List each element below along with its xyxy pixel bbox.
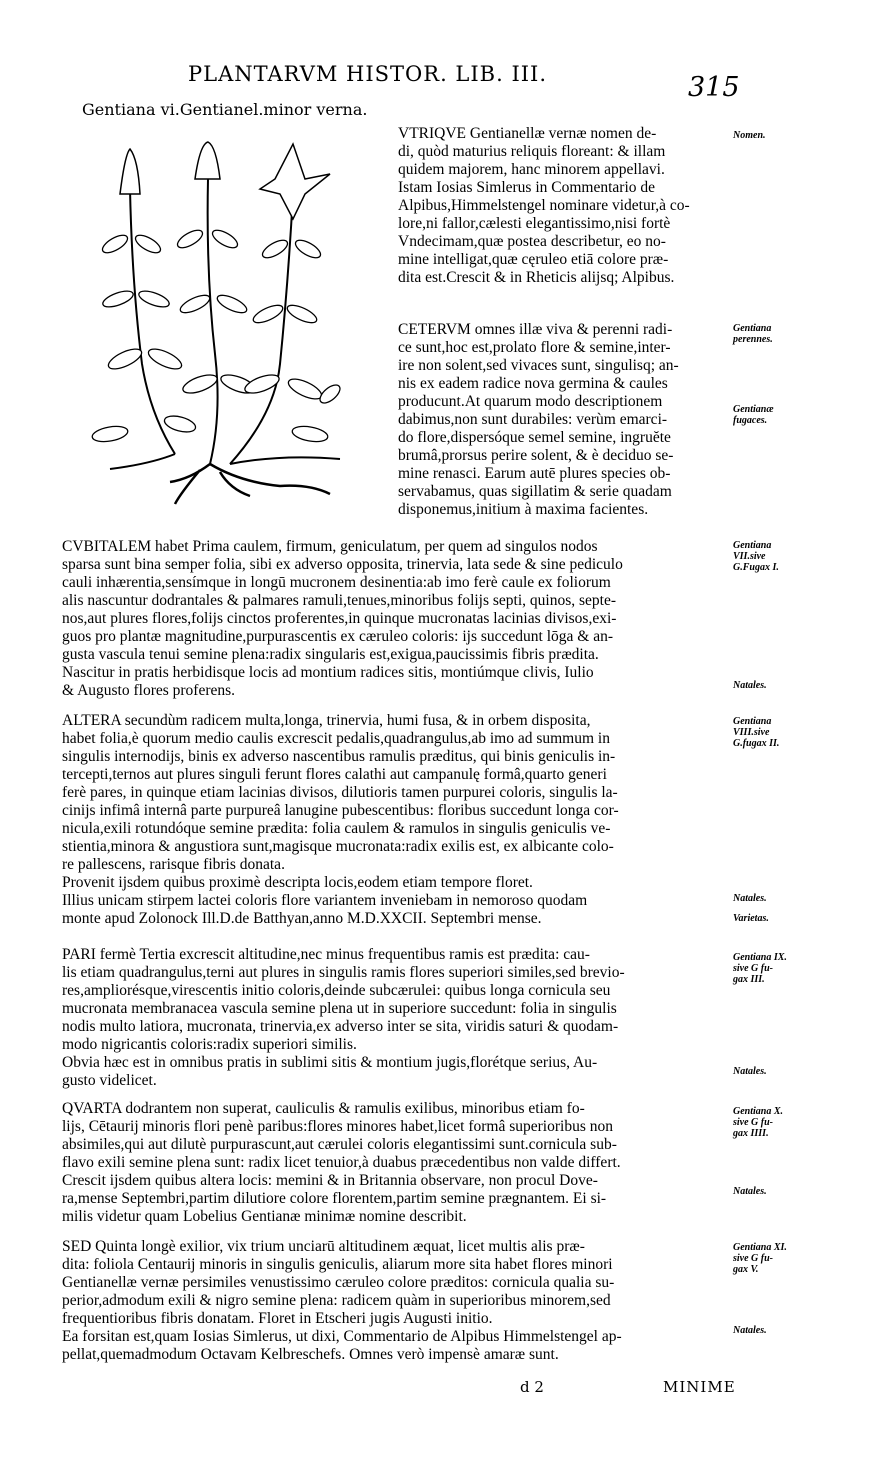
text-line: producunt.At quarum modo descriptionem xyxy=(398,393,663,410)
text-line: res,ampliorésque,virescentis initio coloris,deinde subcærulei: quibus longa cornicula seu xyxy=(62,982,611,999)
margin-note-line: Gentiana xyxy=(733,540,772,551)
leaf xyxy=(215,292,249,316)
plant-stem-middle xyxy=(208,179,218,464)
text-line: dita: foliola Centaurij minoris in singulis geniculis, aliarum more sita habet flores minori xyxy=(62,1256,613,1273)
plant-runners xyxy=(110,454,340,469)
leaf xyxy=(106,345,145,373)
figure-caption: Gentiana vi.Gentianel.minor verna. xyxy=(82,100,368,119)
text-line: gusta vascula tenui semine plena:radix singularis est,exigua,paucissimis fibris prædita. xyxy=(62,646,599,663)
margin-note xyxy=(733,130,766,141)
margin-note xyxy=(733,540,779,573)
paragraph-ceterum xyxy=(398,321,728,519)
margin-note xyxy=(733,323,773,345)
text-line: ALTERA secundùm radicem multa,longa, trinervia, humi fusa, & in orbem disposita, xyxy=(62,712,591,729)
flower-open-right xyxy=(260,144,330,219)
margin-note-line: sive G fu- xyxy=(733,1117,773,1128)
margin-note xyxy=(733,716,779,749)
text-line: disponemus,initium à maxima facientes. xyxy=(398,501,649,518)
text-line: modo nigricantis coloris:radix superiori similis. xyxy=(62,1036,357,1053)
flower-bud-middle xyxy=(195,142,220,179)
margin-note-line: sive G fu- xyxy=(733,963,773,974)
leaf xyxy=(101,288,135,310)
text-line: servabamus, quas sigillatim & serie quadam xyxy=(398,483,672,500)
text-line: ire non solent,sed vivaces sunt, singulisq; an- xyxy=(398,357,679,374)
margin-note-line: gax V. xyxy=(733,1264,759,1275)
leaf xyxy=(291,424,329,444)
text-line: SED Quinta longè exilior, vix trium unciarū altitudinem æquat, licet multis alis præ- xyxy=(62,1238,585,1255)
text-line: singulis internodijs, binis ex adverso nascentibus ramulis præditus, qui binis geniculis in- xyxy=(62,748,616,765)
margin-note-line: Natales. xyxy=(733,1066,767,1077)
margin-note xyxy=(733,913,769,924)
text-line: quidem majorem, hanc minorem appellavi. xyxy=(398,161,665,178)
text-line: QVARTA dodrantem non superat, cauliculis & ramulis exilibus, minoribus etiam fo- xyxy=(62,1100,585,1117)
margin-note xyxy=(733,680,767,691)
margin-note xyxy=(733,1325,767,1336)
text-line: Provenit ijsdem quibus proximè descripta locis,eodem etiam tempore floret. xyxy=(62,874,533,891)
leaf xyxy=(91,424,129,444)
text-line: mucronata membranacea vascula semine plena ut in superiore succedunt: folia in singulis xyxy=(62,1000,617,1017)
paragraph-prima xyxy=(62,538,728,700)
running-title: PLANTARVM HISTOR. LIB. III. xyxy=(188,62,548,86)
margin-note xyxy=(733,1242,787,1275)
text-line: sparsa sunt bina semper folia, sibi ex adverso opposita, trinervia, lata sede & sine pediculo xyxy=(62,556,623,573)
margin-note-line: Natales. xyxy=(733,1325,767,1336)
margin-note xyxy=(733,1106,783,1139)
text-line: flavo exili semine plena sunt: radix licet tenuior,à duabus præcedentibus non valde differt. xyxy=(62,1154,621,1171)
text-line: ferè pares, in quinque etiam lacinias divisos, dilutioris tamen purpurei coloris, singulis la- xyxy=(62,784,618,801)
text-line: nos,aut plures flores,folijs cinctos proferentes,in quinque mucronatas lacinias divisos,exi- xyxy=(62,610,617,627)
text-line: CETERVM omnes illæ viva & perenni radi- xyxy=(398,321,673,338)
leaf xyxy=(251,302,285,326)
margin-note-line: G.fugax II. xyxy=(733,738,780,749)
margin-note-line: Gentiana IX. xyxy=(733,952,787,963)
text-line: tercepti,ternos aut plures singuli ferunt flores calathi aut campanulę formâ,quarto generi xyxy=(62,766,607,783)
margin-note-line: gax IIII. xyxy=(733,1128,769,1139)
margin-note-line: VIII.sive xyxy=(733,727,770,738)
text-line: lis etiam quadrangulus,terni aut plures in singulis ramis flores superiori similes,sed brevio- xyxy=(62,964,625,981)
text-line: lijs, Cētaurij minoris flori penè paribus:flores minores habet,licet formâ superioribus non xyxy=(62,1118,613,1135)
margin-note xyxy=(733,952,787,985)
margin-note-line: Natales. xyxy=(733,680,767,691)
leaf xyxy=(181,371,220,396)
margin-note-line: fugaces. xyxy=(733,415,768,426)
text-line: cinijs infimâ internâ parte purpureâ lanugine pubescentibus: floribus succedunt longa cor- xyxy=(62,802,619,819)
text-line: PARI fermè Tertia excrescit altitudine,nec minus frequentibus ramis est prædita: cau- xyxy=(62,946,590,963)
text-line: stientia,minora & angustiora sunt,magisque mucronata:radix exilis est, ex albicante colo- xyxy=(62,838,614,855)
text-line: Illius unicam stirpem lactei coloris flore variantem inveniebam in nemoroso quodam xyxy=(62,892,588,909)
margin-note xyxy=(733,1066,767,1077)
margin-note-line: Gentiana xyxy=(733,716,772,727)
text-line: lore,ni fallor,cælesti elegantissimo,nisi fortè xyxy=(398,215,671,232)
text-line: Ea forsitan est,quam Iosias Simlerus, ut dixi, Commentario de Alpibus Himmelstengel ap- xyxy=(62,1328,622,1345)
plant-stem-right xyxy=(230,194,293,464)
text-line: perior,admodum exili & nigro semine plena: radicem quàm in superioribus minorem,sed xyxy=(62,1292,611,1309)
margin-note xyxy=(733,893,767,904)
text-line: monte apud Zolonock Ill.D.de Batthyan,anno M.D.XXCII. Septembri mense. xyxy=(62,910,542,927)
text-line: di, quòd maturius reliquis floreant: & illam xyxy=(398,143,666,160)
margin-note-line: gax III. xyxy=(733,974,765,985)
plant-stem-left xyxy=(130,189,175,454)
catchword: MINIME xyxy=(663,1378,736,1396)
text-line: nicula,exili rotundóque semine prædita: folia caulem & ramulos in singulis geniculis ve- xyxy=(62,820,611,837)
margin-note-line: G.Fugax I. xyxy=(733,562,779,573)
paragraph-tertia xyxy=(62,946,728,1090)
leaf xyxy=(260,237,290,261)
text-line: nis ex eadem radice nova germina & caules xyxy=(398,375,668,392)
text-line: mine renasci. Earum autē plures species ob- xyxy=(398,465,671,482)
margin-note-line: sive G fu- xyxy=(733,1253,773,1264)
signature-mark: d 2 xyxy=(520,1378,544,1396)
leaf xyxy=(100,232,130,256)
text-line: cauli inhærentia,sensímque in longū mucronem desinentia:ab imo ferè caule ex foliorum xyxy=(62,574,611,591)
text-line: milis videtur quam Lobelius Gentianæ minimæ nomine describit. xyxy=(62,1208,467,1225)
margin-note-line: perennes. xyxy=(733,334,773,345)
text-line: absimiles,qui aut dilutè purpurascunt,aut cærulei coloris elegantissimi sunt.cornicula sub- xyxy=(62,1136,617,1153)
leaf xyxy=(163,413,198,435)
margin-note-line: Gentiana XI. xyxy=(733,1242,787,1253)
text-line: VTRIQVE Gentianellæ vernæ nomen de- xyxy=(398,125,657,142)
text-line: habet folia,è quorum medio caulis excrescit pedalis,quadrangulus,ab imo ad summum in xyxy=(62,730,610,747)
text-line: guos pro plantæ magnitudine,purpurascentis ex cæruleo coloris: ijs succedunt lōga & an- xyxy=(62,628,613,645)
text-line: brumâ,prorsus perire solent, & è deciduo se- xyxy=(398,447,674,464)
leaf xyxy=(210,227,240,251)
text-line: pellat,quemadmodum Octavam Kelbreschefs. Omnes verò impensè amaræ sunt. xyxy=(62,1346,559,1363)
paragraph-quarta xyxy=(62,1100,728,1226)
leaf xyxy=(243,371,282,396)
margin-note xyxy=(733,404,774,426)
text-line: re pallescens, rarisque fibris donata. xyxy=(62,856,285,873)
margin-note-line: Gentianæ xyxy=(733,404,774,415)
margin-note xyxy=(733,1186,767,1197)
text-line: alis nascuntur dodrantales & palmares ramuli,tenues,minoribus folijs septi, quinos, septe- xyxy=(62,592,617,609)
plant-roots xyxy=(170,464,330,504)
margin-note-line: Nomen. xyxy=(733,130,766,141)
text-line: nodis multo latiora, mucronata, trinervia,ex adverso inter se sita, viridis saturi & quodam- xyxy=(62,1018,619,1035)
margin-note-line: VII.sive xyxy=(733,551,766,562)
leaf xyxy=(293,237,323,261)
leaf xyxy=(175,227,205,251)
flower-bud-left xyxy=(120,149,140,194)
text-line: gusto videlicet. xyxy=(62,1072,157,1089)
text-line: Crescit ijsdem quibus altera locis: memini & in Britannia observare, non procul Dove- xyxy=(62,1172,598,1189)
margin-note-line: Varietas. xyxy=(733,913,769,924)
text-line: Obvia hæc est in omnibus pratis in sublimi sitis & montium jugis,florétque serius, Au- xyxy=(62,1054,598,1071)
text-line: do flore,dispersóque semel semine, ingruĕte xyxy=(398,429,671,446)
leaf xyxy=(137,288,171,310)
gentian-woodcut-illustration xyxy=(80,134,380,519)
paragraph-altera xyxy=(62,712,728,928)
margin-note-line: Gentiana xyxy=(733,323,772,334)
text-line: dabimus,non sunt durabiles: verùm emarci- xyxy=(398,411,668,428)
leaf xyxy=(146,345,185,373)
leaf xyxy=(286,375,325,403)
text-line: Gentianellæ vernæ persimiles venustissimo cæruleo colore præditos: cornicula qualia su- xyxy=(62,1274,615,1291)
text-line: ra,mense Septembri,partim dilutiore colore florentem,partim semine prægnantem. Ei si- xyxy=(62,1190,607,1207)
page-number: 315 xyxy=(688,72,740,103)
text-line: & Augusto flores proferens. xyxy=(62,682,236,699)
text-line: ce sunt,hoc est,prolato flore & semine,inter- xyxy=(398,339,671,356)
text-line: Istam Iosias Simlerus in Commentario de xyxy=(398,179,656,196)
margin-note-line: Natales. xyxy=(733,893,767,904)
leaf xyxy=(285,302,319,326)
text-line: mine intelligat,quæ cęruleo etiā colore præ- xyxy=(398,251,669,268)
leaf xyxy=(178,292,212,316)
text-line: Alpibus,Himmelstengel nominare videtur,à co- xyxy=(398,197,690,214)
margin-note-line: Natales. xyxy=(733,1186,767,1197)
text-line: frequentioribus fibris donatam. Floret in Etscheri jugis Augusti initio. xyxy=(62,1310,493,1327)
text-line: Nascitur in pratis herbidisque locis ad montium radices sitis, montiúmque clivis, Iulio xyxy=(62,664,594,681)
margin-note-line: Gentiana X. xyxy=(733,1106,784,1117)
paragraph-nomen xyxy=(398,125,728,287)
paragraph-quinta xyxy=(62,1238,728,1364)
leaf xyxy=(133,232,163,256)
text-line: dita est.Crescit & in Rheticis alijsq; Alpibus. xyxy=(398,269,675,286)
text-line: Vndecimam,quæ postea describetur, eo no- xyxy=(398,233,666,250)
text-line: CVBITALEM habet Prima caulem, firmum, geniculatum, per quem ad singulos nodos xyxy=(62,538,598,555)
